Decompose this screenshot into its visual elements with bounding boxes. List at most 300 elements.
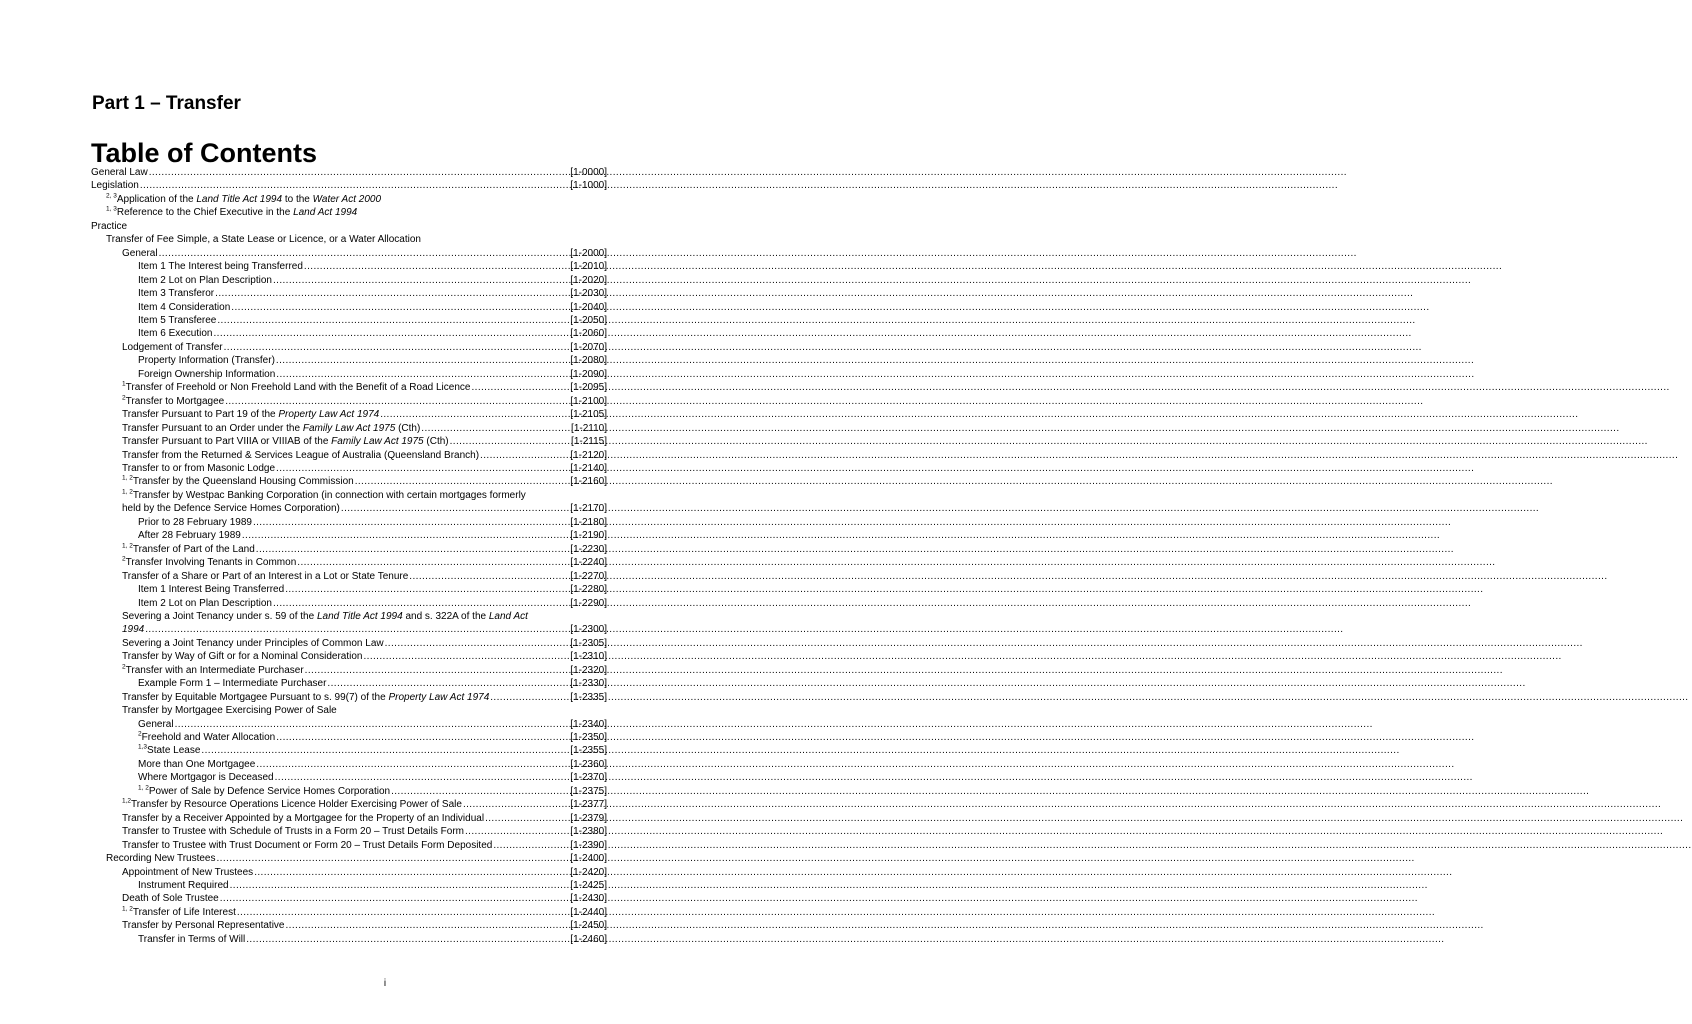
- dot-leader: [355, 475, 570, 488]
- toc-entry-title: [122, 247, 158, 260]
- toc-entry-text: to the: [282, 193, 313, 205]
- toc-entry-title: [138, 583, 284, 596]
- toc-entry-reference: [1-2080]: [570, 355, 607, 367]
- toc-entry: [91, 368, 607, 381]
- toc-entry-reference: [1-2290]: [570, 597, 607, 609]
- toc-entry-reference: [1-2230]: [570, 543, 607, 555]
- toc-entry-title: [138, 758, 255, 771]
- toc-entry: [91, 664, 607, 677]
- toc-entry-reference: [1-2375]: [570, 785, 607, 797]
- toc-entry: [91, 543, 607, 556]
- toc-entry-text: Property Law Act 1974: [388, 691, 490, 703]
- toc-entry-text: Transfer by Mortgagee Exercising Power of Sale: [122, 705, 337, 717]
- toc-entry: [91, 502, 607, 515]
- toc-entry-reference: [1-2105]: [570, 409, 607, 421]
- dot-leader: [159, 247, 570, 260]
- toc-entry-title: [122, 435, 449, 448]
- toc-entry-text: General: [138, 718, 174, 730]
- toc-entry-title: [138, 785, 390, 798]
- toc-entry-title: [122, 906, 236, 919]
- toc-entry-text: Property Information (Transfer): [138, 355, 275, 367]
- toc-entry-title: [122, 422, 420, 435]
- toc-entry: [91, 462, 607, 475]
- toc-entry-title: [138, 771, 274, 784]
- dot-leader: [246, 933, 569, 946]
- toc-entry: [91, 583, 607, 596]
- toc-entry: [91, 260, 607, 273]
- toc-entry-text: (Cth): [395, 422, 421, 434]
- toc-entry-title: [122, 381, 470, 394]
- document-page: [0, 0, 770, 1024]
- toc-entry: [91, 771, 607, 784]
- toc-entry: [91, 381, 607, 394]
- toc-entry-text: Item 4 Consideration: [138, 301, 231, 313]
- toc-entry-text: Transfer of Part of the Land: [132, 543, 255, 555]
- toc-entry-title: [122, 798, 462, 811]
- toc-entry-text: Transfer of Fee Simple, a State Lease or Licence, or a Water Allocation: [106, 234, 421, 246]
- toc-entry-text: Foreign Ownership Information: [138, 368, 276, 380]
- dot-leader: [286, 919, 570, 932]
- footnote-marker: 2: [122, 663, 126, 671]
- toc-entry-reference: [1-2020]: [570, 274, 607, 286]
- footnote-marker: 1, 2: [122, 475, 133, 483]
- toc-entry-text: held by the Defence Service Homes Corporation): [122, 503, 340, 515]
- footnote-marker: 2: [122, 394, 126, 402]
- toc-entry: [91, 919, 607, 932]
- toc-entry-reference: [1-0000]: [570, 167, 607, 178]
- toc-entry-reference: [1-2335]: [570, 691, 607, 703]
- toc-entry: [91, 597, 607, 610]
- dot-leader: [256, 543, 570, 556]
- toc-entry-reference: [1-2420]: [570, 866, 607, 878]
- toc-entry-text: Transfer Pursuant to an Order under the: [122, 422, 303, 434]
- toc-entry-title: [138, 597, 272, 610]
- dot-leader: [450, 435, 570, 448]
- toc-entry-title: [138, 301, 230, 314]
- toc-entry-title: [91, 179, 139, 192]
- toc-entry-reference: [1-2180]: [570, 516, 607, 528]
- toc-entry-title: [122, 650, 362, 663]
- toc-entry-title: [138, 274, 272, 287]
- toc-entry-text: Item 1 The Interest being Transferred: [138, 261, 303, 273]
- dot-leader: [224, 341, 570, 354]
- footnote-marker: 2, 3: [106, 192, 117, 200]
- dot-leader: [217, 314, 569, 327]
- toc-entry-text: Severing a Joint Tenancy under s. 59 of the: [122, 610, 317, 622]
- toc-entry-reference: [1-2170]: [570, 503, 607, 515]
- toc-entry: [91, 327, 607, 340]
- toc-entry-title: [138, 529, 241, 542]
- toc-entry: [91, 435, 607, 448]
- dot-leader: [285, 583, 569, 596]
- dot-leader: [275, 771, 570, 784]
- toc-entry-reference: [1-2070]: [570, 341, 607, 353]
- toc-entry-reference: [1-2120]: [570, 449, 607, 461]
- toc-entry: [91, 892, 607, 905]
- dot-leader: [327, 677, 569, 690]
- toc-entry-title: [122, 919, 285, 932]
- toc-entry-text: Transfer to Trustee with Trust Document or Form 20 – Trust Details Form Deposited: [122, 839, 493, 851]
- toc-entry-title: [138, 731, 275, 744]
- toc-entry-reference: [1-2330]: [570, 678, 607, 690]
- dot-leader: [253, 516, 569, 529]
- toc-entry-reference: [1-2110]: [571, 422, 607, 434]
- dot-leader: [230, 879, 570, 892]
- toc-entry-title: [91, 220, 127, 233]
- dot-leader: [305, 664, 570, 677]
- toc-entry-reference: [1-2450]: [570, 920, 607, 932]
- dot-leader: [297, 556, 569, 569]
- toc-entry: [91, 314, 607, 327]
- toc-entry-title: [122, 691, 489, 704]
- toc-entry-text: Family Law Act 1975: [331, 436, 424, 448]
- dot-leader: [471, 381, 569, 394]
- toc-entry-text: Land Act: [488, 610, 528, 622]
- toc-entry-text: Example Form 1 – Intermediate Purchaser: [138, 678, 327, 690]
- toc-entry: [91, 623, 607, 636]
- toc-entry-title: [106, 852, 216, 865]
- dot-leader: [490, 691, 569, 704]
- dot-leader: [463, 798, 569, 811]
- toc-entry-title: [122, 462, 275, 475]
- footnote-marker: 1, 2: [122, 905, 133, 913]
- toc-entry-text: Transfer Pursuant to Part VIIIA or VIIIAB of the: [122, 436, 332, 448]
- toc-entry-title: [138, 314, 216, 327]
- toc-entry: [91, 408, 607, 421]
- toc-entry-reference: [1-2190]: [570, 530, 607, 542]
- toc-entry-reference: [1-2310]: [570, 651, 607, 663]
- toc-entry-reference: [1-2050]: [570, 314, 607, 326]
- toc-entry: [91, 395, 607, 408]
- dot-leader: [273, 274, 569, 287]
- toc-entry-text: Transfer of Freehold or Non Freehold Land with the Benefit of a Road Licence: [125, 382, 471, 394]
- toc-entry-text: General: [122, 247, 158, 259]
- toc-entry-reference: [1-2240]: [570, 557, 607, 569]
- toc-entry-text: Transfer Pursuant to Part 19 of the: [122, 409, 279, 421]
- toc-entry-text: More than One Mortgagee: [138, 758, 256, 770]
- toc-entry-text: Where Mortgagor is Deceased: [138, 772, 274, 784]
- part-title: Part 1 – Transfer: [92, 93, 241, 114]
- toc-entry-text: Transfer by the Queensland Housing Commission: [132, 476, 354, 488]
- toc-entry-text: Appointment of New Trustees: [122, 866, 254, 878]
- toc-entry-reference: [1-2160]: [570, 476, 607, 488]
- toc-entry-text: After 28 February 1989: [138, 530, 241, 542]
- toc-entry-text: Item 5 Transferee: [138, 314, 217, 326]
- toc-entry-text: Power of Sale by Defence Service Homes Corporation: [148, 785, 391, 797]
- toc-entry: [91, 220, 607, 233]
- toc-entry-text: Legislation: [91, 180, 139, 192]
- toc-entry-title: [122, 866, 253, 879]
- dot-leader: [237, 906, 569, 919]
- toc-entry: [91, 879, 607, 892]
- toc-entry-reference: [1-2390]: [570, 839, 607, 851]
- toc-entry: [91, 866, 607, 879]
- toc-entry-reference: [1-2379]: [570, 812, 607, 824]
- toc-entry-title: [106, 206, 357, 219]
- toc-entry: [91, 179, 607, 192]
- toc-entry: [91, 812, 607, 825]
- toc-entry: [91, 247, 607, 260]
- toc-entry-reference: [1-2360]: [570, 758, 607, 770]
- toc-entry: [91, 677, 607, 690]
- toc-entry-title: [122, 825, 464, 838]
- toc-entry-title: [122, 395, 224, 408]
- toc-entry: [91, 691, 607, 704]
- toc-entry-title: [138, 260, 303, 273]
- toc-entry-title: [122, 704, 337, 717]
- toc-entry-reference: [1-2380]: [570, 826, 607, 838]
- dot-leader: [304, 260, 569, 273]
- toc-entry-text: Freehold and Water Allocation: [141, 732, 276, 744]
- toc-entry: [91, 744, 607, 757]
- toc-entry: [91, 731, 607, 744]
- toc-entry: [91, 529, 607, 542]
- toc-entry-text: Transfer by Personal Representative: [122, 920, 285, 932]
- toc-title: Table of Contents: [91, 138, 317, 168]
- toc-entry-reference: [1-2140]: [570, 462, 607, 474]
- toc-entry-reference: [1-2440]: [570, 906, 607, 918]
- toc-entry: [91, 233, 607, 246]
- toc-entry: [91, 449, 607, 462]
- toc-entry-title: [138, 516, 252, 529]
- toc-entry-title: [122, 543, 255, 556]
- toc-entry: [91, 650, 607, 663]
- dot-leader: [217, 852, 570, 865]
- toc-entry: [91, 206, 607, 219]
- toc-entry-reference: [1-1000]: [570, 180, 607, 192]
- dot-leader: [225, 395, 569, 408]
- dot-leader: [213, 327, 569, 340]
- toc-entry-text: Transfer to Trustee with Schedule of Trusts in a Form 20 – Trust Details Form: [122, 826, 464, 838]
- dot-leader: [421, 422, 570, 435]
- dot-leader: [341, 502, 569, 515]
- toc-entry-reference: [1-2060]: [570, 328, 607, 340]
- footnote-marker: 2: [138, 730, 142, 738]
- toc-entry-text: Reference to the Chief Executive in the: [116, 207, 294, 219]
- toc-entry-reference: [1-2115]: [571, 436, 607, 448]
- toc-entry-title: [138, 933, 245, 946]
- toc-entry-text: Practice: [91, 220, 128, 232]
- toc-entry-text: 1994: [122, 624, 145, 636]
- toc-entry: [91, 852, 607, 865]
- toc-entry-title: [138, 744, 200, 757]
- toc-entry-text: Transfer in Terms of Will: [138, 933, 246, 945]
- toc-entry-reference: [1-2355]: [570, 745, 607, 757]
- toc-entry: [91, 718, 607, 731]
- toc-entry: [91, 341, 607, 354]
- toc-entry: [91, 516, 607, 529]
- toc-entry-title: [91, 166, 148, 179]
- toc-entry-reference: [1-2430]: [570, 893, 607, 905]
- dot-leader: [175, 718, 570, 731]
- toc-entry-text: General Law: [91, 167, 148, 178]
- toc-entry-title: [122, 570, 408, 583]
- toc-entry: [91, 556, 607, 569]
- toc-entry-text: Item 1 Interest Being Transferred: [138, 584, 285, 596]
- footnote-marker: 1, 2: [122, 542, 133, 550]
- toc-entry-text: Item 6 Execution: [138, 328, 213, 340]
- toc-entry-reference: [1-2377]: [570, 799, 607, 811]
- toc-entry-reference: [1-2030]: [570, 288, 607, 300]
- dot-leader: [385, 637, 570, 650]
- toc-entry-title: [138, 354, 275, 367]
- toc-entry: [91, 798, 607, 811]
- dot-leader: [276, 462, 569, 475]
- toc-entry: [91, 166, 607, 179]
- footnote-marker: 1, 2: [138, 784, 149, 792]
- toc-entry-reference: [1-2280]: [570, 584, 607, 596]
- toc-entry-text: Transfer by Westpac Banking Corporation (in connection with certain mortgages formerly: [132, 489, 526, 501]
- toc-entry-text: Land Title Act 1994: [196, 193, 283, 205]
- toc-entry: [91, 610, 607, 623]
- toc-entry-text: Transfer to Mortgagee: [125, 395, 225, 407]
- toc-entry-text: Land Act 1994: [293, 207, 358, 219]
- toc-entry-title: [106, 233, 421, 246]
- toc-entry-text: Prior to 28 February 1989: [138, 516, 252, 528]
- toc-entry-reference: [1-2095]: [570, 382, 607, 394]
- dot-leader: [380, 408, 569, 421]
- toc-entry-title: [122, 637, 384, 650]
- toc-entry-text: Lodgement of Transfer: [122, 341, 223, 353]
- toc-entry-title: [122, 892, 219, 905]
- dot-leader: [220, 892, 570, 905]
- dot-leader: [480, 449, 569, 462]
- toc-entry: [91, 354, 607, 367]
- toc-entry-reference: [1-2425]: [570, 880, 607, 892]
- toc-entry-text: Transfer of a Share or Part of an Interest in a Lot or State Tenure: [122, 570, 409, 582]
- toc-entry-title: [138, 677, 326, 690]
- dot-leader: [276, 731, 569, 744]
- toc-entry: [91, 570, 607, 583]
- footnote-marker: 1,2: [122, 797, 132, 805]
- dot-leader: [485, 812, 569, 825]
- dot-leader: [256, 758, 569, 771]
- toc-entry-title: [138, 879, 229, 892]
- dot-leader: [493, 839, 569, 852]
- toc-entry-text: Item 2 Lot on Plan Description: [138, 274, 272, 286]
- dot-leader: [231, 301, 569, 314]
- toc-entry-reference: [1-2340]: [570, 718, 607, 730]
- dot-leader: [273, 597, 569, 610]
- toc-entry-text: State Lease: [147, 745, 201, 757]
- dot-leader: [140, 179, 569, 192]
- toc-entry-reference: [1-2100]: [570, 395, 607, 407]
- toc-entry-title: [138, 287, 214, 300]
- toc-entry-text: Item 2 Lot on Plan Description: [138, 597, 272, 609]
- toc-entry: [91, 839, 607, 852]
- toc-entry-reference: [1-2000]: [570, 247, 607, 259]
- dot-leader: [391, 785, 569, 798]
- toc-entry-reference: [1-2040]: [570, 301, 607, 313]
- footnote-marker: 1: [122, 380, 126, 388]
- toc-entry-text: Severing a Joint Tenancy under Principles of Common Law: [122, 637, 384, 649]
- toc-entry-title: [138, 718, 174, 731]
- toc-entry-text: and s. 322A of the: [402, 610, 489, 622]
- toc-entry-text: Transfer of Life Interest: [132, 906, 236, 918]
- dot-leader: [145, 623, 569, 636]
- toc-entry-title: [122, 341, 223, 354]
- toc-entry-text: Transfer by a Receiver Appointed by a Mortgagee for the Property of an Individual: [122, 812, 485, 824]
- footnote-marker: 1, 3: [106, 206, 117, 214]
- dot-leader: [201, 744, 569, 757]
- toc-entry-reference: [1-2460]: [570, 933, 607, 945]
- toc-entry-text: Family Law Act 1975: [302, 422, 396, 434]
- toc-entry-title: [122, 664, 304, 677]
- toc-entry: [91, 489, 607, 502]
- toc-entry-title: [122, 502, 340, 515]
- toc-entry-text: Death of Sole Trustee: [122, 893, 219, 905]
- toc-entry-reference: [1-2400]: [570, 853, 607, 865]
- toc-entry-reference: [1-2370]: [570, 772, 607, 784]
- toc-entry-reference: [1-2350]: [570, 732, 607, 744]
- toc-entry: [91, 475, 607, 488]
- dot-leader: [149, 166, 570, 179]
- toc-entry-title: [122, 610, 528, 623]
- toc-entry-text: Recording New Trustees: [106, 853, 216, 865]
- toc-entry: [91, 704, 607, 717]
- page-number: i: [383, 978, 387, 989]
- toc-entry-title: [122, 623, 144, 636]
- toc-entry: [91, 301, 607, 314]
- toc-entry-text: Item 3 Transferor: [138, 288, 215, 300]
- toc-entry-text: Transfer by Equitable Mortgagee Pursuant to s. 99(7) of the: [122, 691, 389, 703]
- toc-entry: [91, 274, 607, 287]
- dot-leader: [254, 866, 569, 879]
- dot-leader: [276, 354, 569, 367]
- toc-entry-text: Instrument Required: [138, 880, 229, 892]
- toc-entry-reference: [1-2270]: [570, 570, 607, 582]
- toc-entry-text: Transfer Involving Tenants in Common: [125, 557, 297, 569]
- table-of-contents: [91, 166, 607, 946]
- toc-entry-text: Transfer with an Intermediate Purchaser: [125, 664, 304, 676]
- toc-entry-title: [138, 368, 275, 381]
- dot-leader: [363, 650, 569, 663]
- toc-entry-reference: [1-2300]: [570, 624, 607, 636]
- toc-entry-title: [122, 475, 354, 488]
- toc-entry: [91, 287, 607, 300]
- toc-entry-text: (Cth): [423, 436, 449, 448]
- dot-leader: [465, 825, 569, 838]
- toc-entry-reference: [1-2010]: [570, 261, 607, 273]
- footnote-marker: 1,3: [138, 744, 148, 752]
- toc-entry-title: [122, 839, 492, 852]
- toc-entry-text: Land Title Act 1994: [316, 610, 403, 622]
- toc-entry-text: Transfer to or from Masonic Lodge: [122, 462, 276, 474]
- toc-entry-text: Transfer by Resource Operations Licence Holder Exercising Power of Sale: [131, 799, 462, 811]
- toc-entry: [91, 933, 607, 946]
- toc-entry-title: [138, 327, 212, 340]
- toc-entry-text: Transfer by Way of Gift or for a Nominal Consideration: [122, 651, 363, 663]
- dot-leader: [276, 368, 569, 381]
- toc-entry: [91, 193, 607, 206]
- toc-entry: [91, 422, 607, 435]
- dot-leader: [215, 287, 569, 300]
- toc-entry-title: [122, 449, 479, 462]
- toc-entry-reference: [1-2305]: [570, 637, 607, 649]
- toc-entry: [91, 637, 607, 650]
- toc-entry-reference: [1-2090]: [570, 368, 607, 380]
- toc-entry: [91, 785, 607, 798]
- toc-entry-title: [122, 489, 526, 502]
- toc-entry: [91, 906, 607, 919]
- toc-entry-reference: [1-2320]: [570, 664, 607, 676]
- toc-entry-text: Property Law Act 1974: [278, 409, 380, 421]
- toc-entry-title: [106, 193, 381, 206]
- toc-entry-text: Transfer from the Returned & Services League of Australia (Queensland Branch): [122, 449, 480, 461]
- footnote-marker: 2: [122, 555, 126, 563]
- dot-leader: [242, 529, 569, 542]
- toc-entry-text: Application of the: [116, 193, 197, 205]
